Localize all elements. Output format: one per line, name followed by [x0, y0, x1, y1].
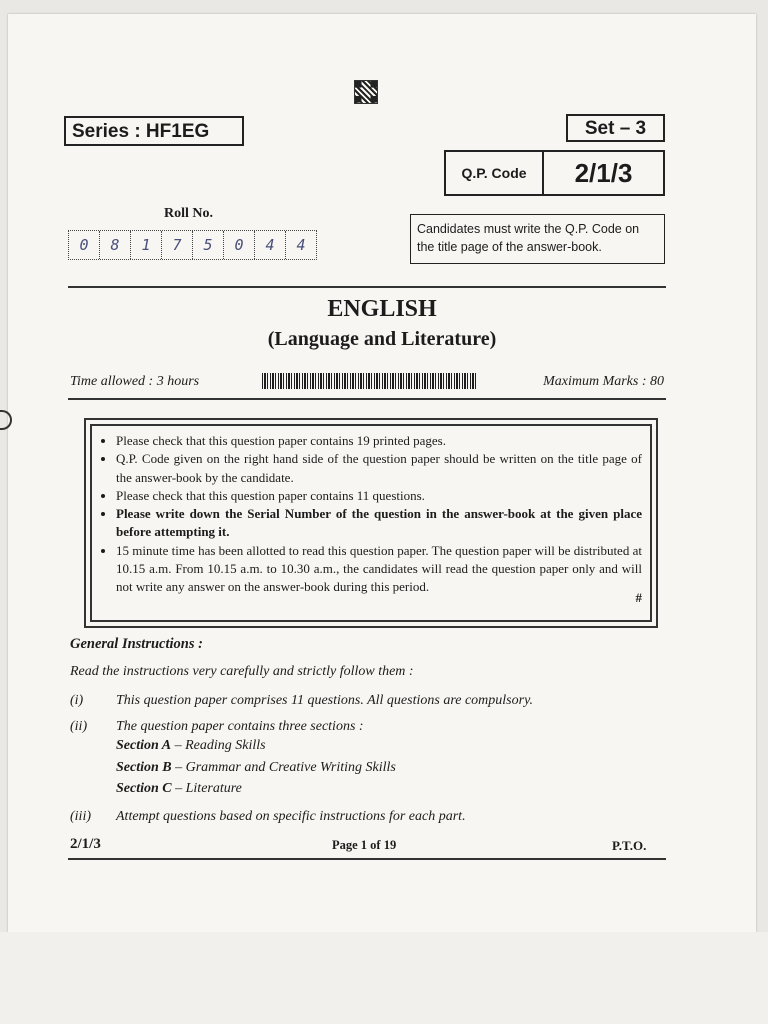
- section-desc: – Grammar and Creative Writing Skills: [171, 760, 396, 775]
- roll-digit: 4: [296, 236, 306, 254]
- footer-page-number: Page 1 of 19: [332, 838, 397, 852]
- time-allowed: Time allowed : 3 hours: [70, 374, 200, 389]
- divider-rule: [68, 398, 666, 400]
- general-item-i: [70, 690, 533, 711]
- qp-code-value: 2/1/3: [542, 150, 665, 196]
- item-text: This question paper comprises 11 questions. All questions are compulsory.: [116, 693, 534, 708]
- qp-code-label: Q.P. Code: [444, 150, 544, 196]
- qr-code-icon: [354, 80, 378, 104]
- subject-title: ENGLISH: [327, 296, 437, 322]
- instruction-item: • Please write down the Serial Number of the question in the answer-book at the given place before attempting it.: [116, 505, 642, 542]
- instruction-item: • Q.P. Code given on the right hand side of the question paper should be written on the title page of the answer-book by the candidate.: [116, 450, 642, 487]
- footer-code: 2/1/3: [70, 836, 101, 852]
- scanner-background: [0, 932, 768, 1024]
- footer-pto: P.T.O.: [612, 838, 647, 853]
- instruction-item: • Please check that this question paper contains 19 printed pages.: [116, 432, 642, 450]
- instructions-box: [84, 418, 658, 628]
- section-name: Section B: [116, 760, 172, 775]
- section-name: Section C: [116, 781, 172, 796]
- general-instructions-read: Read the instructions very carefully and strictly follow them :: [70, 664, 414, 679]
- item-number: (ii): [70, 719, 88, 734]
- section-line: [116, 738, 266, 754]
- subject-subtitle: (Language and Literature): [267, 328, 497, 350]
- roll-digit: 7: [162, 231, 193, 259]
- instruction-item: • 15 minute time has been allotted to read this question paper. The question paper will be distributed at 10.15 a.m. From 10.15 a.m. to 10.30 a.m., the candidates will read the question paper only and will not write any answer on the answer-book during this period.: [116, 542, 642, 597]
- section-line: [116, 760, 396, 776]
- footer-rule: [68, 858, 666, 860]
- item-text: The question paper contains three sections :: [116, 719, 364, 734]
- set-box: Set – 3: [566, 114, 665, 142]
- roll-digit: 4: [255, 231, 286, 259]
- section-desc: – Literature: [171, 781, 242, 796]
- roll-digit: 0: [69, 231, 100, 259]
- general-item-ii: [70, 716, 364, 737]
- section-line: [116, 781, 242, 797]
- hash-mark: #: [635, 590, 642, 605]
- roll-no-grid: [68, 230, 317, 260]
- barcode-icon: [262, 373, 478, 389]
- instruction-item: • Please check that this question paper contains 11 questions.: [116, 487, 642, 505]
- instructions-inner: [90, 424, 652, 622]
- roll-digit: 0: [224, 231, 255, 259]
- item-number: (iii): [70, 809, 91, 824]
- item-text: Attempt questions based on specific instructions for each part.: [116, 809, 466, 824]
- series-box: Series : HF1EG: [64, 116, 244, 146]
- roll-digit: 1: [131, 231, 162, 259]
- candidates-note: Candidates must write the Q.P. Code on the title page of the answer-book.: [410, 214, 665, 264]
- roll-no-label: Roll No.: [164, 206, 213, 221]
- roll-digit: 8: [100, 231, 131, 259]
- instructions-list: [100, 432, 642, 597]
- section-desc: – Reading Skills: [171, 738, 266, 753]
- general-item-iii: [70, 806, 466, 827]
- section-name: Section A: [116, 738, 172, 753]
- divider-rule: [68, 286, 666, 288]
- item-number: (i): [70, 693, 84, 708]
- roll-digit: 5: [193, 231, 224, 259]
- general-instructions-title: General Instructions :: [70, 636, 203, 652]
- maximum-marks: Maximum Marks : 80: [543, 374, 664, 389]
